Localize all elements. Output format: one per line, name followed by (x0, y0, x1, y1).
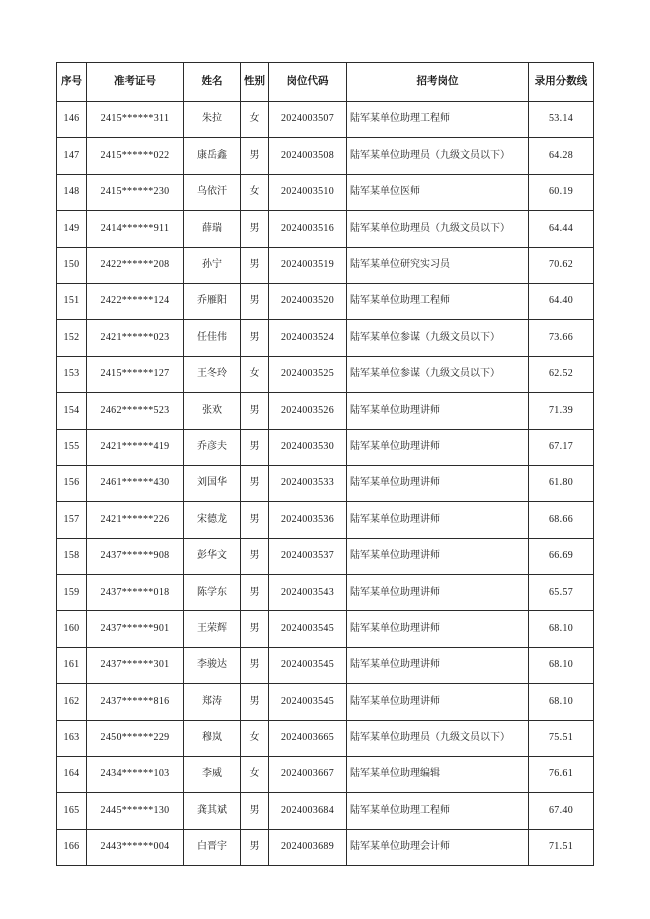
cell-name: 宋德龙 (184, 502, 241, 538)
cell-serial-number: 162 (57, 684, 87, 720)
cell-ticket-number: 2421******419 (87, 429, 184, 465)
table-row (57, 611, 594, 647)
cell-score-line: 71.51 (529, 829, 594, 865)
cell-position-code: 2024003526 (269, 393, 347, 429)
table-row (57, 793, 594, 829)
table-row (57, 320, 594, 356)
table-row (57, 829, 594, 865)
cell-serial-number: 155 (57, 429, 87, 465)
cell-position: 陆军某单位助理会计师 (347, 829, 529, 865)
cell-ticket-number: 2437******816 (87, 684, 184, 720)
cell-name: 乔雁阳 (184, 283, 241, 319)
table-row (57, 211, 594, 247)
cell-position-code: 2024003684 (269, 793, 347, 829)
cell-score-line: 68.10 (529, 684, 594, 720)
cell-serial-number: 161 (57, 647, 87, 683)
cell-name: 刘国华 (184, 465, 241, 501)
cell-position-code: 2024003689 (269, 829, 347, 865)
cell-score-line: 68.66 (529, 502, 594, 538)
cell-name: 薛瑞 (184, 211, 241, 247)
header-ticket-number: 准考证号 (87, 63, 184, 102)
cell-score-line: 62.52 (529, 356, 594, 392)
cell-score-line: 75.51 (529, 720, 594, 756)
cell-ticket-number: 2437******908 (87, 538, 184, 574)
cell-ticket-number: 2462******523 (87, 393, 184, 429)
cell-position-code: 2024003525 (269, 356, 347, 392)
table-header (57, 63, 594, 102)
cell-score-line: 61.80 (529, 465, 594, 501)
cell-serial-number: 163 (57, 720, 87, 756)
cell-serial-number: 156 (57, 465, 87, 501)
cell-name: 李威 (184, 757, 241, 793)
table-row (57, 502, 594, 538)
cell-position: 陆军某单位研究实习员 (347, 247, 529, 283)
cell-name: 穆岚 (184, 720, 241, 756)
cell-position-code: 2024003545 (269, 647, 347, 683)
cell-gender: 男 (241, 393, 269, 429)
cell-serial-number: 146 (57, 102, 87, 138)
table-row (57, 465, 594, 501)
cell-ticket-number: 2443******004 (87, 829, 184, 865)
cell-serial-number: 158 (57, 538, 87, 574)
cell-gender: 男 (241, 320, 269, 356)
table-row (57, 720, 594, 756)
cell-name: 龚其斌 (184, 793, 241, 829)
table-row (57, 174, 594, 210)
cell-position-code: 2024003524 (269, 320, 347, 356)
cell-score-line: 64.40 (529, 283, 594, 319)
cell-name: 彭华文 (184, 538, 241, 574)
table-row (57, 247, 594, 283)
cell-score-line: 76.61 (529, 757, 594, 793)
cell-position-code: 2024003507 (269, 102, 347, 138)
cell-position-code: 2024003536 (269, 502, 347, 538)
table-row (57, 684, 594, 720)
cell-ticket-number: 2461******430 (87, 465, 184, 501)
cell-score-line: 73.66 (529, 320, 594, 356)
cell-ticket-number: 2437******018 (87, 575, 184, 611)
cell-serial-number: 166 (57, 829, 87, 865)
cell-ticket-number: 2445******130 (87, 793, 184, 829)
header-gender: 性别 (241, 63, 269, 102)
cell-gender: 女 (241, 174, 269, 210)
cell-ticket-number: 2415******022 (87, 138, 184, 174)
cell-score-line: 67.40 (529, 793, 594, 829)
cell-score-line: 71.39 (529, 393, 594, 429)
cell-gender: 男 (241, 138, 269, 174)
table-row (57, 138, 594, 174)
cell-score-line: 64.28 (529, 138, 594, 174)
cell-name: 王荣辉 (184, 611, 241, 647)
cell-position-code: 2024003508 (269, 138, 347, 174)
cell-position-code: 2024003537 (269, 538, 347, 574)
cell-name: 李骏达 (184, 647, 241, 683)
header-score-line: 录用分数线 (529, 63, 594, 102)
cell-position: 陆军某单位助理讲师 (347, 465, 529, 501)
cell-ticket-number: 2434******103 (87, 757, 184, 793)
cell-serial-number: 153 (57, 356, 87, 392)
table-row (57, 102, 594, 138)
cell-serial-number: 154 (57, 393, 87, 429)
cell-gender: 男 (241, 538, 269, 574)
cell-gender: 男 (241, 465, 269, 501)
cell-ticket-number: 2450******229 (87, 720, 184, 756)
cell-ticket-number: 2421******226 (87, 502, 184, 538)
cell-serial-number: 147 (57, 138, 87, 174)
cell-position: 陆军某单位医师 (347, 174, 529, 210)
cell-position-code: 2024003516 (269, 211, 347, 247)
cell-ticket-number: 2437******901 (87, 611, 184, 647)
cell-position: 陆军某单位参谋（九级文员以下） (347, 356, 529, 392)
table-row (57, 647, 594, 683)
cell-serial-number: 152 (57, 320, 87, 356)
cell-name: 康岳鑫 (184, 138, 241, 174)
cell-gender: 男 (241, 429, 269, 465)
cell-position: 陆军某单位助理讲师 (347, 647, 529, 683)
cell-score-line: 67.17 (529, 429, 594, 465)
cell-name: 王冬玲 (184, 356, 241, 392)
cell-serial-number: 164 (57, 757, 87, 793)
cell-position: 陆军某单位助理编辑 (347, 757, 529, 793)
cell-score-line: 66.69 (529, 538, 594, 574)
cell-gender: 男 (241, 793, 269, 829)
cell-score-line: 65.57 (529, 575, 594, 611)
cell-serial-number: 165 (57, 793, 87, 829)
cell-position: 陆军某单位参谋（九级文员以下） (347, 320, 529, 356)
header-row (57, 63, 594, 102)
cell-gender: 男 (241, 247, 269, 283)
cell-position-code: 2024003543 (269, 575, 347, 611)
cell-score-line: 70.62 (529, 247, 594, 283)
cell-serial-number: 159 (57, 575, 87, 611)
table-row (57, 356, 594, 392)
cell-serial-number: 160 (57, 611, 87, 647)
cell-name: 乔彦夫 (184, 429, 241, 465)
header-name: 姓名 (184, 63, 241, 102)
cell-gender: 女 (241, 720, 269, 756)
cell-score-line: 68.10 (529, 611, 594, 647)
cell-gender: 男 (241, 684, 269, 720)
table-row (57, 538, 594, 574)
cell-serial-number: 149 (57, 211, 87, 247)
cell-gender: 男 (241, 611, 269, 647)
cell-gender: 男 (241, 647, 269, 683)
cell-name: 郑涛 (184, 684, 241, 720)
cell-position: 陆军某单位助理讲师 (347, 575, 529, 611)
header-serial-number: 序号 (57, 63, 87, 102)
cell-gender: 男 (241, 575, 269, 611)
cell-ticket-number: 2421******023 (87, 320, 184, 356)
cell-ticket-number: 2415******127 (87, 356, 184, 392)
cell-serial-number: 151 (57, 283, 87, 319)
cell-gender: 男 (241, 502, 269, 538)
cell-name: 白晋宇 (184, 829, 241, 865)
cell-ticket-number: 2422******208 (87, 247, 184, 283)
cell-position-code: 2024003510 (269, 174, 347, 210)
admission-score-table (56, 62, 594, 866)
cell-position: 陆军某单位助理讲师 (347, 502, 529, 538)
cell-position-code: 2024003533 (269, 465, 347, 501)
cell-ticket-number: 2414******911 (87, 211, 184, 247)
cell-position: 陆军某单位助理讲师 (347, 538, 529, 574)
cell-position: 陆军某单位助理讲师 (347, 429, 529, 465)
header-position-code: 岗位代码 (269, 63, 347, 102)
cell-position: 陆军某单位助理员（九级文员以下） (347, 211, 529, 247)
table-row (57, 283, 594, 319)
table-row (57, 429, 594, 465)
cell-name: 陈学东 (184, 575, 241, 611)
cell-name: 乌依汗 (184, 174, 241, 210)
table-body (57, 102, 594, 866)
cell-ticket-number: 2415******230 (87, 174, 184, 210)
cell-score-line: 64.44 (529, 211, 594, 247)
cell-gender: 男 (241, 211, 269, 247)
cell-serial-number: 157 (57, 502, 87, 538)
cell-ticket-number: 2415******311 (87, 102, 184, 138)
cell-position-code: 2024003520 (269, 283, 347, 319)
cell-position-code: 2024003545 (269, 611, 347, 647)
cell-score-line: 53.14 (529, 102, 594, 138)
cell-position: 陆军某单位助理讲师 (347, 393, 529, 429)
cell-position-code: 2024003545 (269, 684, 347, 720)
cell-gender: 女 (241, 757, 269, 793)
cell-ticket-number: 2437******301 (87, 647, 184, 683)
cell-name: 朱拉 (184, 102, 241, 138)
cell-serial-number: 148 (57, 174, 87, 210)
cell-serial-number: 150 (57, 247, 87, 283)
cell-position: 陆军某单位助理工程师 (347, 793, 529, 829)
cell-position-code: 2024003667 (269, 757, 347, 793)
cell-ticket-number: 2422******124 (87, 283, 184, 319)
cell-name: 任佳伟 (184, 320, 241, 356)
cell-position-code: 2024003530 (269, 429, 347, 465)
cell-position-code: 2024003519 (269, 247, 347, 283)
cell-gender: 男 (241, 829, 269, 865)
cell-gender: 女 (241, 102, 269, 138)
cell-position: 陆军某单位助理员（九级文员以下） (347, 138, 529, 174)
cell-gender: 女 (241, 356, 269, 392)
cell-name: 孙宁 (184, 247, 241, 283)
cell-position: 陆军某单位助理讲师 (347, 684, 529, 720)
cell-gender: 男 (241, 283, 269, 319)
cell-score-line: 68.10 (529, 647, 594, 683)
table-row (57, 393, 594, 429)
cell-score-line: 60.19 (529, 174, 594, 210)
cell-position: 陆军某单位助理工程师 (347, 283, 529, 319)
header-position: 招考岗位 (347, 63, 529, 102)
cell-name: 张欢 (184, 393, 241, 429)
cell-position: 陆军某单位助理员（九级文员以下） (347, 720, 529, 756)
table-row (57, 575, 594, 611)
cell-position: 陆军某单位助理讲师 (347, 611, 529, 647)
cell-position-code: 2024003665 (269, 720, 347, 756)
cell-position: 陆军某单位助理工程师 (347, 102, 529, 138)
table-row (57, 757, 594, 793)
